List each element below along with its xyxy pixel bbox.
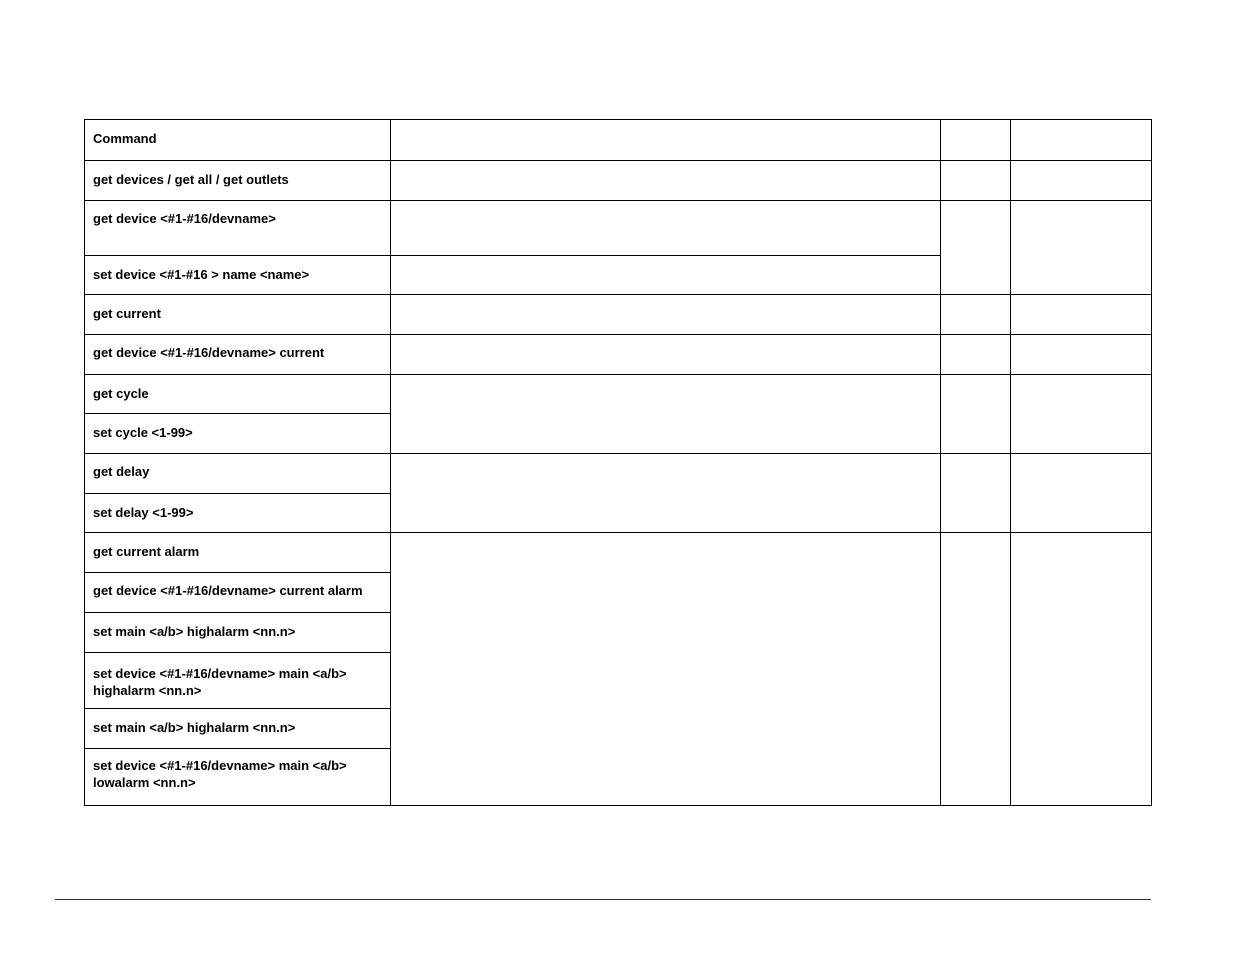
command-cell: get cycle [85,375,391,414]
merged-cell [1011,375,1152,454]
empty-cell [1011,335,1152,375]
command-cell: get device <#1-#16/devname> [85,201,391,256]
empty-cell [1011,295,1152,335]
description-cell [391,161,941,201]
merged-cell [941,454,1011,533]
command-cell: set delay <1-99> [85,494,391,533]
command-cell: get device <#1-#16/devname> current alarm [85,573,391,613]
command-cell: set main <a/b> highalarm <nn.n> [85,613,391,653]
command-cell: set device <#1-#16 > name <name> [85,256,391,295]
merged-cell [1011,533,1152,806]
description-cell [391,256,941,295]
command-cell: get delay [85,454,391,494]
merged-cell [391,454,941,533]
table-row [85,375,1152,414]
empty-cell [1011,161,1152,201]
command-cell: set device <#1-#16/devname> main <a/b> lowalarm <nn.n> [85,749,391,806]
column-header-2 [391,120,941,161]
merged-cell [941,201,1011,295]
description-cell [391,201,941,256]
command-cell: get device <#1-#16/devname> current [85,335,391,375]
column-header-4 [1011,120,1152,161]
command-cell: set main <a/b> highalarm <nn.n> [85,709,391,749]
merged-cell [391,533,941,806]
merged-cell [941,375,1011,454]
table-header-row [85,120,1152,161]
table-row [85,454,1152,494]
merged-cell [941,533,1011,806]
command-cell: set device <#1-#16/devname> main <a/b> highalarm <nn.n> [85,653,391,709]
table-row [85,335,1152,375]
table-row [85,201,1152,256]
table-row [85,161,1152,201]
table-row [85,295,1152,335]
empty-cell [941,295,1011,335]
empty-cell [941,335,1011,375]
empty-cell [941,161,1011,201]
command-cell: get current alarm [85,533,391,573]
command-cell: get devices / get all / get outlets [85,161,391,201]
description-cell [391,295,941,335]
column-header-3 [941,120,1011,161]
table-row [85,533,1152,573]
merged-cell [1011,454,1152,533]
footer-divider [55,899,1151,900]
command-cell: get current [85,295,391,335]
merged-cell [391,375,941,454]
merged-cell [1011,201,1152,295]
description-cell [391,335,941,375]
command-cell: set cycle <1-99> [85,414,391,454]
column-header-command: Command [85,120,391,161]
command-table [84,119,1152,806]
